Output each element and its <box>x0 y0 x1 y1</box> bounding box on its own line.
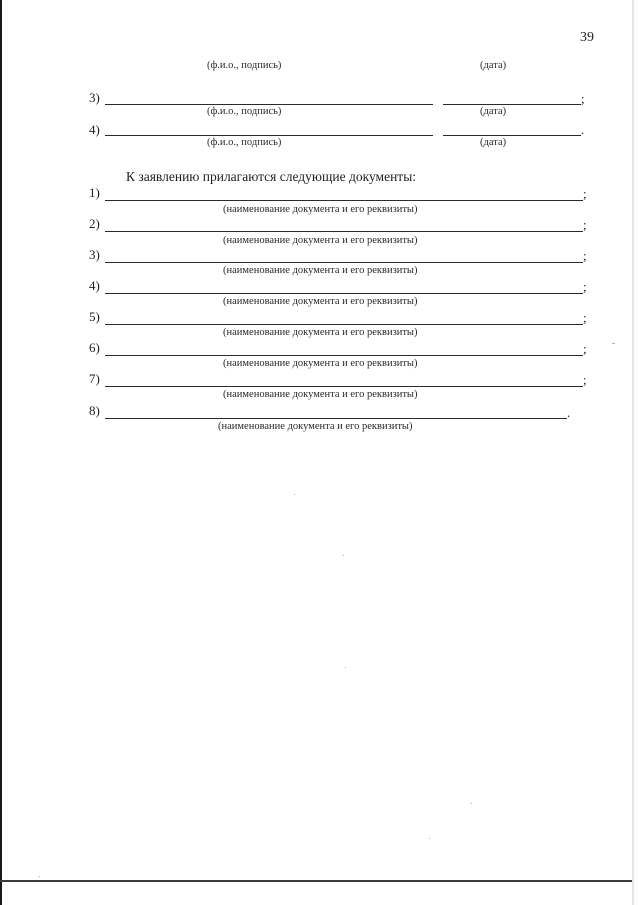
document-line[interactable] <box>105 324 583 325</box>
row-end-mark: . <box>567 405 571 420</box>
signature-row-number: 4) <box>89 122 100 137</box>
signature-row-number: 3) <box>89 90 100 105</box>
document-line[interactable] <box>105 418 567 419</box>
scan-left-edge <box>0 0 2 905</box>
documents-heading: К заявлению прилагаются следующие документы: <box>126 169 417 184</box>
signature-name-line[interactable] <box>105 135 433 136</box>
scan-speck <box>471 803 472 804</box>
document-caption: (наименование документа и его реквизиты) <box>223 296 418 307</box>
document-line[interactable] <box>105 355 583 356</box>
signature-name-line[interactable] <box>105 104 433 105</box>
scan-speck <box>345 667 346 668</box>
row-end-mark: ; <box>583 217 587 232</box>
signature-date-caption: (дата) <box>480 137 507 148</box>
document-caption: (наименование документа и его реквизиты) <box>223 204 418 215</box>
document-line[interactable] <box>105 293 583 294</box>
row-end-mark: ; <box>583 310 587 325</box>
document-number: 5) <box>89 309 100 324</box>
document-number: 8) <box>89 403 100 418</box>
document-caption: (наименование документа и его реквизиты) <box>223 235 418 246</box>
row-end-mark: ; <box>583 186 587 201</box>
scan-speck <box>39 876 40 877</box>
signature-date-line[interactable] <box>443 135 581 136</box>
scan-speck <box>294 494 295 495</box>
scan-bottom-edge <box>0 880 634 882</box>
document-number: 4) <box>89 278 100 293</box>
scan-speck <box>343 555 344 556</box>
signature-date-line[interactable] <box>443 104 581 105</box>
document-caption: (наименование документа и его реквизиты) <box>218 421 413 432</box>
row-end-mark: ; <box>583 279 587 294</box>
document-caption: (наименование документа и его реквизиты) <box>223 358 418 369</box>
document-number: 3) <box>89 247 100 262</box>
signature-date-caption: (дата) <box>480 60 507 71</box>
document-line[interactable] <box>105 386 583 387</box>
document-number: 6) <box>89 340 100 355</box>
scan-right-edge <box>632 0 634 905</box>
scan-speck <box>429 838 430 839</box>
document-caption: (наименование документа и его реквизиты) <box>223 327 418 338</box>
document-number: 2) <box>89 216 100 231</box>
document-caption: (наименование документа и его реквизиты) <box>223 265 418 276</box>
document-line[interactable] <box>105 262 583 263</box>
signature-name-caption: (ф.и.о., подпись) <box>207 106 282 117</box>
signature-date-caption: (дата) <box>480 106 507 117</box>
row-end-mark: ; <box>583 248 587 263</box>
document-line[interactable] <box>105 231 583 232</box>
signature-name-caption: (ф.и.о., подпись) <box>207 60 282 71</box>
scan-speck <box>612 343 615 344</box>
signature-name-caption: (ф.и.о., подпись) <box>207 137 282 148</box>
document-number: 7) <box>89 371 100 386</box>
page-number: 39 <box>580 30 594 45</box>
document-caption: (наименование документа и его реквизиты) <box>223 389 418 400</box>
row-end-mark: ; <box>583 341 587 356</box>
row-end-mark: ; <box>583 372 587 387</box>
row-end-mark: ; <box>581 91 585 106</box>
row-end-mark: . <box>581 122 585 137</box>
document-line[interactable] <box>105 200 583 201</box>
document-number: 1) <box>89 185 100 200</box>
